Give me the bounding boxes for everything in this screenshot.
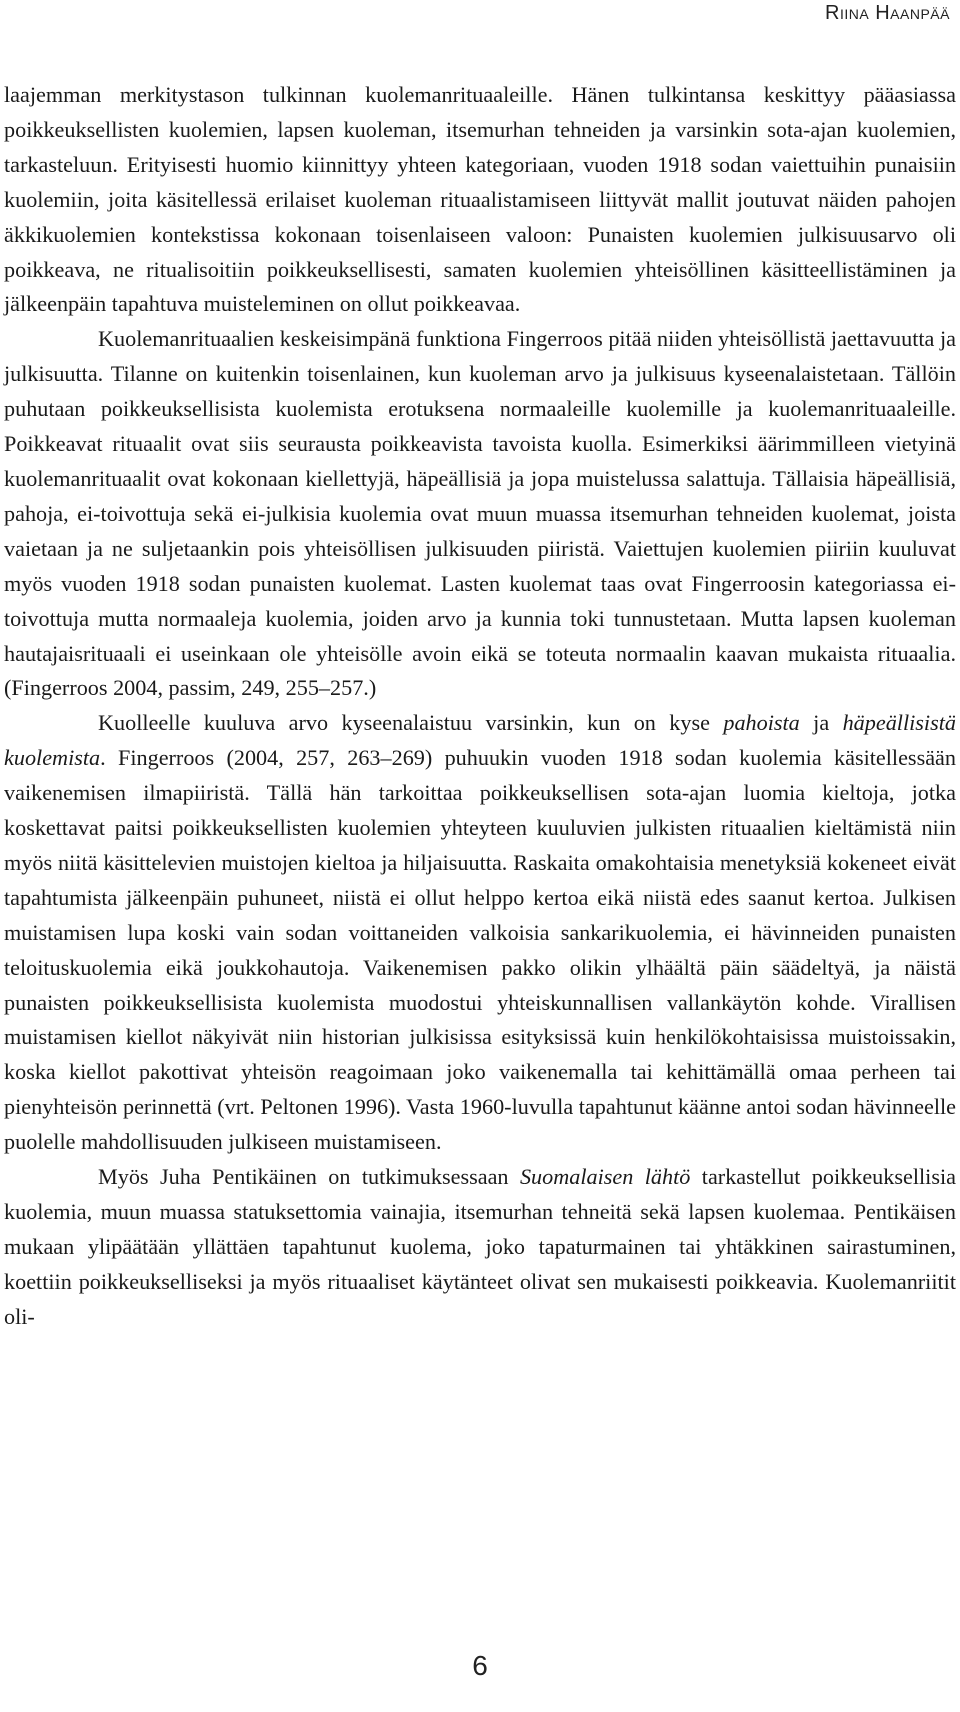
page-number: 6 [472,1650,488,1681]
book-title-suomalaisen-lahto: Suomalaisen lähtö [519,1164,691,1190]
paragraph-3-text-end: . Fingerroos (2004, 257, 263–269) puhuukin vuoden 1918 sodan kuolemia käsitellessään vaikenemisen ilmapiiristä. Tällä hän tarkoittaa poikkeuksellisen sota-ajan luomia kieltoja, jotka koskettavat paitsi poikkeuksellisten kuolemien yhteyteen kuuluvien julkisten rituaalien kieltämistä niin myös niitä käsittelevien muistojen kieltoa ja hiljaisuutta. Raskaita omakohtaisia menetyksiä kokeneet eivät tapahtumista jälkeenpäin puhuneet, niistä ei ollut helppo kertoa eikä niistä edes saanut kertoa. Julkisen muistamisen lupa koski vain sodan voittaneiden valkoisia sankarikuolemia, ei hävinneiden punaisten teloituskuolemia eikä joukkohautoja. Vaikenemisen pakko olikin ylhäältä päin säädeltyä, ja näistä punaisten poikkeuksellisista kuolemista muodostui yhteiskunnallisen vallankäytön kohde. Virallisen muistamisen kiellot näkyivät niin historian julkisissa esityksissä kuin henkilökohtaisissa muistoissakin, koska kiellot pakottivat yhteisön reagoimaan joko vaikenemalla tai kehittämällä omaa perheen tai pienyhteisön perinnettä (vrt. Peltonen 1996). Vasta 1960-luvulla tapahtunut käänne antoi sodan hävinneelle puolelle mahdollisuuden julkiseen muistamiseen. [4,745,956,1155]
paragraph-3 [4,706,956,1160]
emphasis-hapeallisista-kuolemista: häpeällisistä kuolemista [4,710,956,771]
body-text [4,78,956,1335]
paragraph-3-text-mid: ja [799,710,843,736]
paragraph-4-text-start: Myös Juha Pentikäinen on tutkimuksessaan [98,1164,520,1190]
paragraph-2: Kuolemanrituaalien keskeisimpänä funktiona Fingerroos pitää niiden yhteisöllistä jaettavuutta ja julkisuutta. Tilanne on kuitenkin toisenlainen, kun kuoleman arvo ja julkisuus kyseenalaistetaan. Tällöin puhutaan poikkeuksellisista kuolemista erotuksena normaaleille kuolemille ja kuolemanrituaaleille. Poikkeavat rituaalit ovat siis seurausta poikkeavista tavoista kuolla. Esimerkiksi äärimmilleen vietyinä kuolemanrituaalit ovat kokonaan kiellettyjä, häpeällisiä ja jopa muistelussa salattuja. Tällaisia häpeällisiä, pahoja, ei-toivottuja sekä ei-julkisia kuolemia ovat muun muassa itsemurhan tehneiden kuolemat, joista vaietaan ja ne suljetaankin pois yhteisöllisen julkisuuden piiristä. Vaiettujen kuolemien piiriin kuuluvat myös vuoden 1918 sodan punaisten kuolemat. Lasten kuolemat taas ovat Fingerroosin kategoriassa ei-toivottuja mutta normaaleja kuolemia, joiden arvo ja kunnia toki tunnustetaan. Mutta lapsen kuoleman hautajaisrituaali ei useinkaan ole yhteisölle avoin eikä se toteuta normaalin kaavan mukaista rituaalia. (Fingerroos 2004, passim, 249, 255–257.) [4,326,956,701]
paragraph-1: laajemman merkitystason tulkinnan kuolemanrituaaleille. Hänen tulkintansa keskittyy pääasiassa poikkeuksellisten kuolemien, lapsen kuoleman, itsemurhan tehneiden ja varsinkin sota-ajan kuolemien, tarkasteluun. Erityisesti huomio kiinnittyy yhteen kategoriaan, vuoden 1918 sodan vaiettuihin punaisiin kuolemiin, joita käsitellessä erilaiset kuoleman rituaalistamiseen liittyvät mallit joutuvat näiden pahojen äkkikuolemien kontekstissa kokonaan toisenlaiseen valoon: Punaisten kuolemien julkisuusarvo oli poikkeava, ne ritualisoitiin poikkeuksellisesti, samaten kuolemien yhteisöllinen käsitteellistäminen ja jälkeenpäin tapahtuva muisteleminen on ollut poikkeavaa. [4,82,956,317]
paragraph-3-text-start: Kuolleelle kuuluva arvo kyseenalaistuu varsinkin, kun on kyse [98,710,724,736]
paragraph-4-text-end: tarkastellut poikkeuksellisia kuolemia, muun muassa statuksettomia vainajia, itsemurhan tehneitä sekä lapsen kuolemaa. Pentikäisen mukaan ylipäätään yllättäen tapahtunut kuolema, joko tapaturmainen tai yhtäkkinen sairastuminen, koettiin poikkeukselliseksi ja myös rituaaliset käytänteet olivat sen mukaisesti poikkeavia. Kuolemanriitit oli- [4,1164,956,1329]
emphasis-pahoista: pahoista [723,710,800,736]
paragraph-4 [4,1160,956,1335]
running-header: Riina Haanpää [825,2,950,24]
